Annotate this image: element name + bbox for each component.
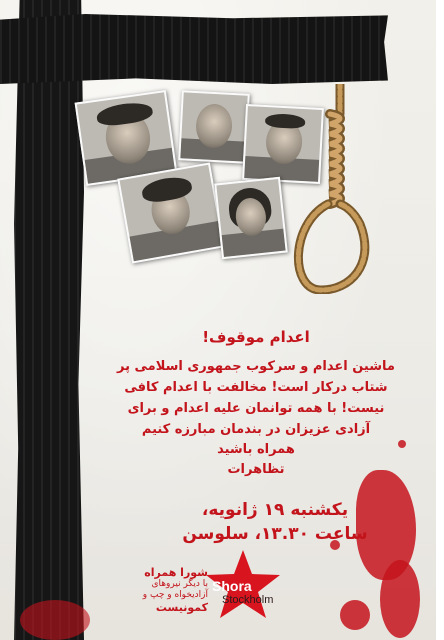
body-line: ماشین اعدام و سرکوب جمهوری اسلامی پر (117, 359, 395, 374)
demonstration-text: تظاهرات (227, 462, 285, 477)
message-block (96, 328, 416, 480)
logo-name: Shora (212, 578, 252, 594)
prisoner-photo-4 (117, 162, 225, 263)
body-line: آزادی عزیزان در بندمان مبارزه کنیم (141, 422, 371, 437)
logo-city: Stockholm (222, 594, 274, 606)
event-time-place: ساعت ۱۳.۳۰، سلوسن (182, 524, 368, 544)
body-line: نیست! با همه توانمان علیه اعدام و برای (127, 401, 385, 416)
prisoner-photo-5 (214, 177, 288, 259)
body-line: شتاب درکار است! مخالفت با اعدام کافی (124, 380, 388, 395)
blood-splatter (340, 600, 370, 630)
prisoner-photo-2 (178, 90, 250, 163)
join-us-text: همراه باشید (217, 442, 295, 457)
organizer-line-1: شورا همراه (144, 566, 208, 579)
headline: اعدام موقوف! (202, 328, 310, 346)
blood-splatter (380, 560, 420, 638)
blood-splatter (20, 600, 90, 640)
organizer-line-2: با دیگر نیروهای آزادیخواه و چپ و (142, 579, 208, 600)
event-date: یکشنبه ۱۹ ژانویه، (201, 500, 349, 520)
organizer-line-3: کمونیست (155, 601, 208, 614)
organizer (142, 566, 208, 614)
gallows-beam (0, 14, 388, 84)
noose-icon (280, 84, 380, 294)
event-info (150, 498, 400, 546)
right-border (436, 0, 444, 640)
gallows-post (14, 0, 84, 640)
